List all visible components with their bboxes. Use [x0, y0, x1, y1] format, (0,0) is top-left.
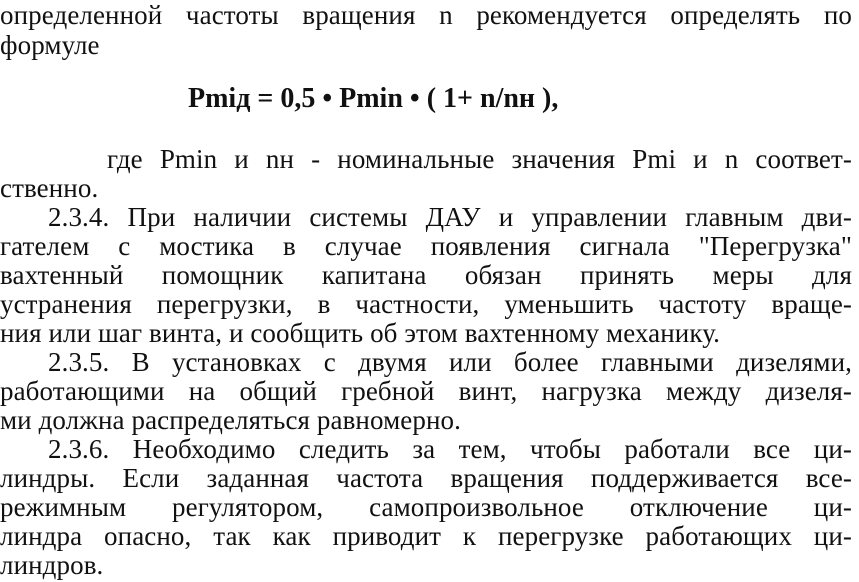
paragraph-2-3-5-line-3: ми должна распределяться равномерно. — [0, 405, 461, 435]
paragraph-2-3-4-line-4: устранения перегрузки, в частности, уменьшить частоту враще- — [0, 289, 852, 319]
paragraph-2-3-4-line-1: 2.3.4. При наличии системы ДАУ и управлении главным дви- — [48, 202, 852, 232]
text-line-1: определенной частоты вращения n рекомендуется определять по — [0, 0, 852, 30]
paragraph-2-3-4-line-3: вахтенный помощник капитана обязан принять меры для — [0, 260, 852, 290]
paragraph-2-3-6-line-3: режимным регулятором, самопроизвольное отключение ци- — [0, 492, 852, 522]
paragraph-2-3-4-line-5: ния или шаг винта, и сообщить об этом вахтенному механику. — [0, 318, 720, 348]
paragraph-2-3-5-line-2: работающими на общий гребной винт, нагрузка между дизеля- — [0, 376, 852, 406]
paragraph-2-3-6-line-2: линдры. Если заданная частота вращения поддерживается все- — [0, 463, 852, 493]
paragraph-2-3-5-line-1: 2.3.5. В установках с двумя или более главными дизелями, — [48, 347, 852, 377]
text-line-2: формуле — [0, 30, 100, 60]
paragraph-2-3-6-line-4: линдра опасно, так как приводит к перегрузке работающих ци- — [0, 521, 852, 551]
text-line-3: где Pmin и nн - номинальные значения Pmi и n соответ- — [107, 144, 852, 174]
paragraph-2-3-6-line-1: 2.3.6. Необходимо следить за тем, чтобы работали все ци- — [48, 434, 852, 464]
formula: Pmiд = 0,5 • Pmin • ( 1+ n/nн ), — [188, 83, 559, 114]
paragraph-2-3-4-line-2: гателем с мостика в случае появления сигнала "Перегрузка" — [0, 231, 852, 261]
text-line-4: ственно. — [0, 173, 99, 203]
paragraph-2-3-6-line-5: линдров. — [0, 550, 104, 580]
